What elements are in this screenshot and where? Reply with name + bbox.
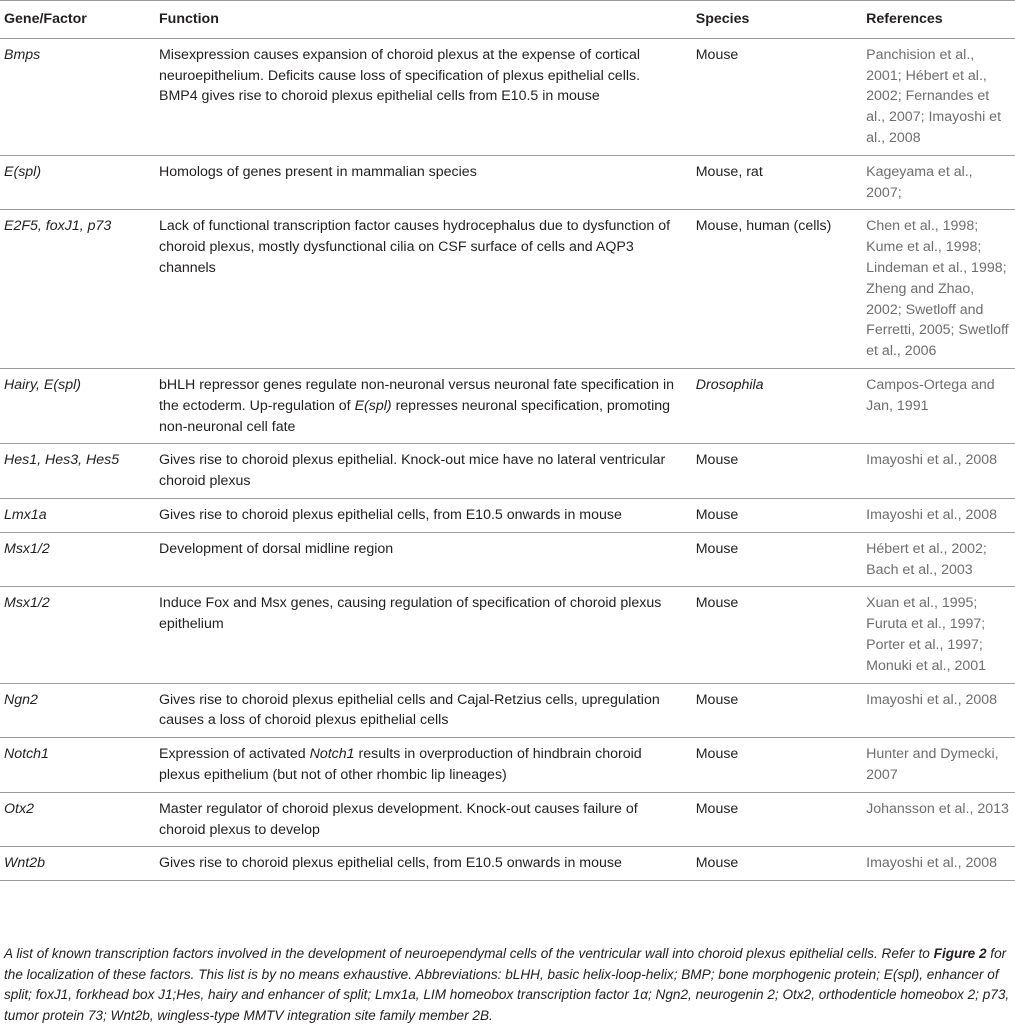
gene-cell: Ngn2: [0, 683, 149, 738]
species-cell: Mouse: [686, 498, 858, 532]
function-cell: Gives rise to choroid plexus epithelial cells and Cajal-Retzius cells, upregulation causes a loss of choroid plexus epithelial cells: [149, 683, 686, 738]
function-cell: Lack of functional transcription factor causes hydrocephalus due to dysfunction of choroid plexus, mostly dysfunctional cilia on CSF surface of cells and AQP3 channels: [149, 210, 686, 369]
function-text: represses neuronal specification, promoting non-neuronal cell fate: [158, 397, 671, 435]
function-cell: Gives rise to choroid plexus epithelial cells, from E10.5 onwards in mouse: [149, 498, 686, 532]
table-row: [0, 792, 1015, 847]
header-function: Function: [149, 1, 686, 39]
species-cell: Mouse: [686, 532, 858, 587]
references-cell: Xuan et al., 1995; Furuta et al., 1997; Porter et al., 1997; Monuki et al., 2001: [858, 587, 1015, 683]
references-cell: Imayoshi et al., 2008: [858, 847, 1015, 881]
species-cell: Mouse, human (cells): [686, 210, 858, 369]
references-cell: Campos-Ortega and Jan, 1991: [858, 368, 1015, 443]
function-cell: [149, 738, 686, 793]
function-cell: Misexpression causes expansion of choroid plexus at the expense of cortical neuroepithelium. Deficits cause loss of specification of plexus epithelial cells. BMP4 gives rise to choroid plexus epithelial cells from E10.5 in mouse: [149, 38, 686, 155]
table-row: [0, 738, 1015, 793]
table-caption: [4, 944, 1012, 1026]
gene-cell: Notch1: [0, 738, 149, 793]
references-cell: Hunter and Dymecki, 2007: [858, 738, 1015, 793]
table-row: [0, 498, 1015, 532]
references-cell: Kageyama et al., 2007;: [858, 155, 1015, 210]
gene-cell: Lmx1a: [0, 498, 149, 532]
function-cell: [149, 368, 686, 443]
gene-cell: Msx1/2: [0, 587, 149, 683]
references-cell: Johansson et al., 2013: [858, 792, 1015, 847]
header-gene-factor: Gene/Factor: [0, 1, 149, 39]
gene-cell: Otx2: [0, 792, 149, 847]
table-row: [0, 847, 1015, 881]
references-cell: Chen et al., 1998; Kume et al., 1998; Lindeman et al., 1998; Zheng and Zhao, 2002; Swetloff and Ferretti, 2005; Swetloff et al., 2006: [858, 210, 1015, 369]
species-cell: Mouse: [686, 738, 858, 793]
species-cell: Mouse, rat: [686, 155, 858, 210]
function-text: results in overproduction of hindbrain choroid plexus epithelium (but not of other rhombic lip lineages): [158, 746, 642, 783]
species-cell: Mouse: [686, 847, 858, 881]
gene-cell: Wnt2b: [0, 847, 149, 881]
table-row: [0, 444, 1015, 499]
references-cell: Imayoshi et al., 2008: [858, 444, 1015, 499]
gene-cell: Msx1/2: [0, 532, 149, 587]
function-cell: Development of dorsal midline region: [149, 532, 686, 587]
table-row: [0, 532, 1015, 587]
table-row: [0, 368, 1015, 443]
function-text: Expression of activated: [158, 746, 310, 763]
function-cell: Master regulator of choroid plexus development. Knock-out causes failure of choroid plexus to develop: [149, 792, 686, 847]
table-row: [0, 38, 1015, 155]
gene-cell: E(spl): [0, 155, 149, 210]
species-cell: Mouse: [686, 683, 858, 738]
function-cell: Gives rise to choroid plexus epithelial. Knock-out mice have no lateral ventricular choroid plexus: [149, 444, 686, 499]
function-gene-emphasis: E(spl): [354, 397, 392, 414]
figure-reference: Figure 2: [933, 946, 987, 961]
table-header-row: [0, 1, 1015, 39]
header-species: Species: [686, 1, 858, 39]
header-references: References: [858, 1, 1015, 39]
function-cell: Induce Fox and Msx genes, causing regulation of specification of choroid plexus epithelium: [149, 587, 686, 683]
references-cell: Panchision et al., 2001; Hébert et al., 2002; Fernandes et al., 2007; Imayoshi et al., 2008: [858, 38, 1015, 155]
species-cell: Mouse: [686, 38, 858, 155]
species-cell: Drosophila: [686, 368, 858, 443]
table-row: [0, 683, 1015, 738]
gene-cell: Bmps: [0, 38, 149, 155]
caption-text: A list of known transcription factors involved in the development of neuroependymal cells of the ventricular wall into choroid plexus epithelial cells. Refer to: [4, 946, 934, 961]
gene-cell: Hes1, Hes3, Hes5: [0, 444, 149, 499]
species-cell: Mouse: [686, 587, 858, 683]
references-cell: Imayoshi et al., 2008: [858, 498, 1015, 532]
references-cell: Hébert et al., 2002; Bach et al., 2003: [858, 532, 1015, 587]
table-row: [0, 155, 1015, 210]
gene-cell: Hairy, E(spl): [0, 368, 149, 443]
species-cell: Mouse: [686, 792, 858, 847]
function-cell: Gives rise to choroid plexus epithelial cells, from E10.5 onwards in mouse: [149, 847, 686, 881]
species-cell: Mouse: [686, 444, 858, 499]
gene-cell: E2F5, foxJ1, p73: [0, 210, 149, 369]
table-row: [0, 210, 1015, 369]
function-gene-emphasis: Notch1: [309, 746, 355, 763]
references-cell: Imayoshi et al., 2008: [858, 683, 1015, 738]
function-text: bHLH repressor genes regulate non-neuronal versus neuronal fate specification in the ectoderm. Up-regulation of: [158, 376, 674, 414]
function-cell: Homologs of genes present in mammalian species: [149, 155, 686, 210]
caption-text: for the localization of these factors. This list is by no means exhaustive. Abbreviations: bLHH, basic helix-loop-helix; BMP; bone morphogenic protein; E(spl), enhancer of split; foxJ1, forkhead box J1;Hes, hairy and enhancer of split; Lmx1a, LIM homeobox transcription factor 1α; Ngn2, neurogenin 2; Otx2, orthodenticle homeobox 2; p73, tumor protein 73; Wnt2b, wingless-type MMTV integration site family member 2B.: [4, 946, 1010, 1023]
table-row: [0, 587, 1015, 683]
